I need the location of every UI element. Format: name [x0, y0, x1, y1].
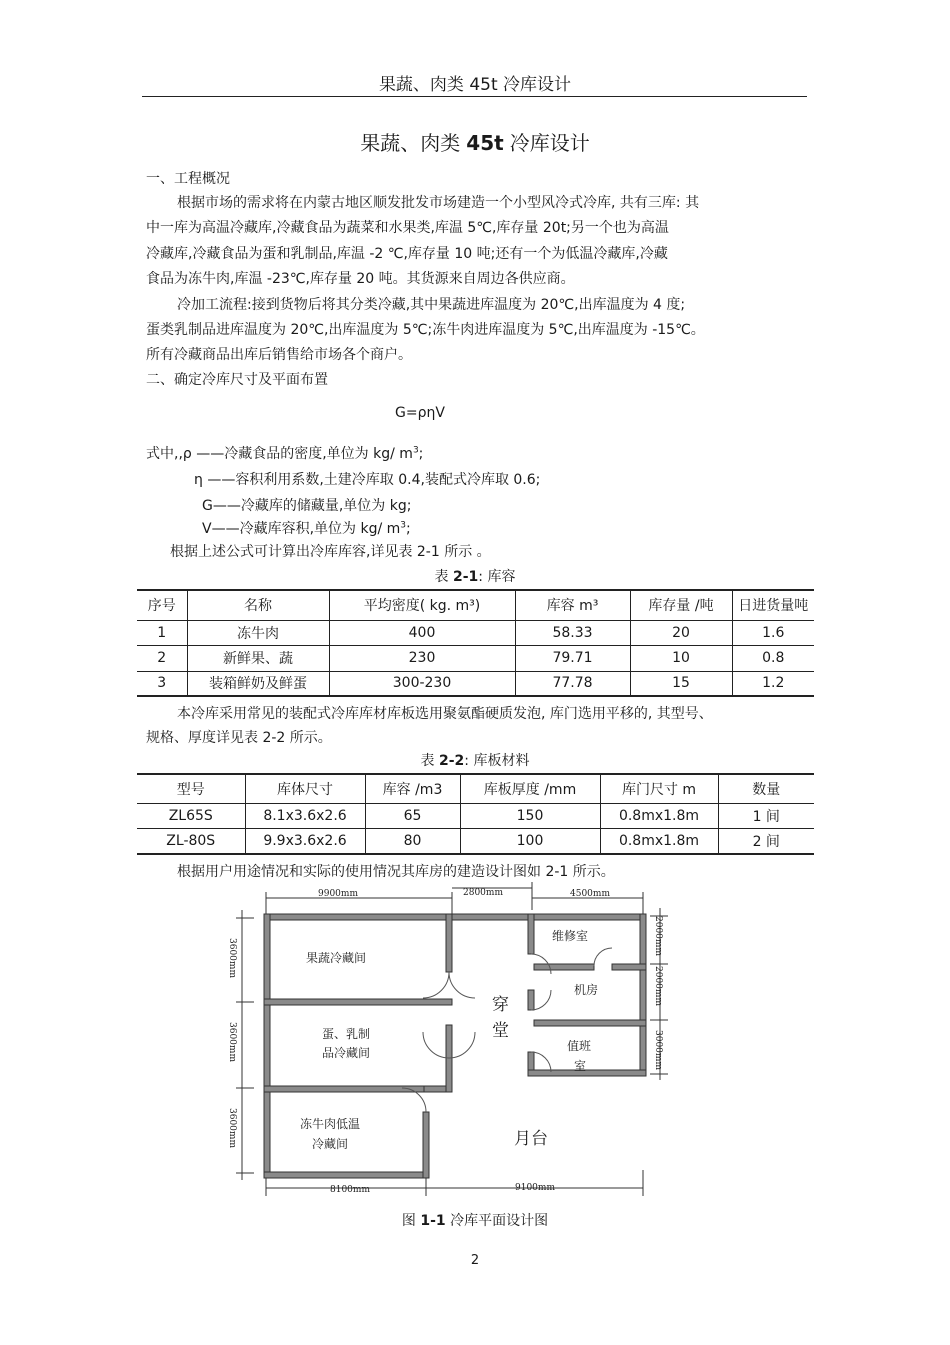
- table-cell: 3: [137, 671, 187, 696]
- table-panels: [137, 773, 814, 855]
- table-cell: 2: [137, 645, 187, 671]
- table-header-cell: 库容 m³: [515, 590, 630, 620]
- room-beef-line1: 冻牛肉低温: [300, 1117, 361, 1131]
- dim-bottom-left: 8100mm: [330, 1185, 370, 1195]
- paragraph-line: 根据上述公式可计算出冷库库容,详见表 2-1 所示 。: [170, 544, 491, 560]
- definition-rho: 式中,,ρ ——冷藏食品的密度,单位为 kg/ $m^3$;: [146, 445, 424, 462]
- header-rule: [142, 96, 807, 97]
- table-header-row: [137, 590, 814, 620]
- room-machine: 机房: [574, 983, 599, 997]
- table-header-row: [137, 774, 814, 803]
- room-repair: 维修室: [552, 929, 589, 943]
- floor-plan-diagram: [220, 880, 690, 1200]
- definition-v: V——冷藏库容积,单位为 kg/ $m^3$;: [202, 520, 411, 537]
- table-cell: 0.8mx1.8m: [600, 828, 718, 854]
- table-cell: ZL65S: [137, 803, 245, 828]
- room-fruit: 果蔬冷藏间: [306, 951, 367, 965]
- dim-right-2: 2000mm: [653, 966, 663, 1006]
- dim-right-3: 3000mm: [653, 1030, 663, 1070]
- table-header-cell: 库体尺寸: [245, 774, 365, 803]
- table-cell: 400: [329, 620, 515, 645]
- table-header-cell: 库容 /m3: [365, 774, 460, 803]
- dim-left-3: 3600mm: [227, 1108, 237, 1148]
- table-cell: 1: [137, 620, 187, 645]
- room-platform: 月台: [514, 1129, 548, 1149]
- table-cell: 80: [365, 828, 460, 854]
- room-corridor-line2: 堂: [492, 1021, 509, 1041]
- table-header-cell: 名称: [187, 590, 329, 620]
- dim-bottom-right: 9100mm: [515, 1183, 555, 1193]
- table-capacity: [137, 589, 814, 697]
- table-cell: 10: [630, 645, 732, 671]
- table-cell: ZL-80S: [137, 828, 245, 854]
- paragraph-line: 中一库为高温冷藏库,冷藏食品为蔬菜和水果类,库温 5℃,库存量 20t;另一个也为高温: [146, 220, 669, 236]
- table-cell: 2 间: [718, 828, 814, 854]
- table-cell: 1.2: [732, 671, 814, 696]
- dim-top-left: 9900mm: [318, 889, 358, 899]
- room-duty-line2: 室: [574, 1059, 587, 1073]
- table-cell: 230: [329, 645, 515, 671]
- table-cell: 300-230: [329, 671, 515, 696]
- running-header: 果蔬、肉类 45t 冷库设计: [378, 75, 572, 95]
- table-cell: 79.71: [515, 645, 630, 671]
- table-cell: 8.1x3.6x2.6: [245, 803, 365, 828]
- formula: G=ρηV: [395, 405, 445, 421]
- paragraph-line: 食品为冻牛肉,库温 -23℃,库存量 20 吨。其货源来自周边各供应商。: [146, 271, 575, 287]
- paragraph-line: 冷加工流程:接到货物后将其分类冷藏,其中果蔬进库温度为 20℃,出库温度为 4 度;: [177, 297, 686, 313]
- table-row: [137, 803, 814, 828]
- table-cell: 装箱鲜奶及鲜蛋: [187, 671, 329, 696]
- definition-eta: η ——容积利用系数,土建冷库取 0.4,装配式冷库取 0.6;: [194, 472, 541, 488]
- section-heading-2: 二、确定冷库尺寸及平面布置: [146, 372, 328, 388]
- paragraph-line: 根据市场的需求将在内蒙古地区顺发批发市场建造一个小型风冷式冷库, 共有三库: 其: [177, 195, 700, 211]
- table-cell: 1.6: [732, 620, 814, 645]
- paragraph-line: 冷藏库,冷藏食品为蛋和乳制品,库温 -2 ℃,库存量 10 吨;还有一个为低温冷藏库,冷藏: [146, 246, 668, 262]
- table-header-cell: 库板厚度 /mm: [460, 774, 600, 803]
- table-cell: 9.9x3.6x2.6: [245, 828, 365, 854]
- page-title: 果蔬、肉类 45t 冷库设计: [360, 131, 590, 155]
- table-header-cell: 日进货量吨: [732, 590, 814, 620]
- dim-top-right: 4500mm: [570, 889, 610, 899]
- table-header-cell: 库门尺寸 m: [600, 774, 718, 803]
- page-number: 2: [470, 1253, 480, 1268]
- table-cell: 1 间: [718, 803, 814, 828]
- table-cell: 0.8: [732, 645, 814, 671]
- table-cell: 150: [460, 803, 600, 828]
- dim-right-1: 2000mm: [653, 916, 663, 956]
- table-header-cell: 序号: [137, 590, 187, 620]
- table-row: [137, 645, 814, 671]
- definition-g: G——冷藏库的储藏量,单位为 kg;: [202, 498, 412, 514]
- table-cell: 冻牛肉: [187, 620, 329, 645]
- table-row: [137, 620, 814, 645]
- table-cell: 新鲜果、蔬: [187, 645, 329, 671]
- paragraph-line: 规格、厚度详见表 2-2 所示。: [146, 730, 332, 746]
- paragraph-line: 根据用户用途情况和实际的使用情况其库房的建造设计图如 2-1 所示。: [177, 864, 615, 880]
- table-cell: 20: [630, 620, 732, 645]
- table-header-cell: 型号: [137, 774, 245, 803]
- dim-left-1: 3600mm: [227, 938, 237, 978]
- table-cell: 65: [365, 803, 460, 828]
- paragraph-line: 蛋类乳制品进库温度为 20℃,出库温度为 5℃;冻牛肉进库温度为 5℃,出库温度为 -15℃。: [146, 322, 705, 338]
- table-cell: 0.8mx1.8m: [600, 803, 718, 828]
- room-egg-line1: 蛋、乳制: [322, 1027, 371, 1041]
- table-header-cell: 数量: [718, 774, 814, 803]
- room-egg-line2: 品冷藏间: [322, 1046, 371, 1060]
- room-beef-line2: 冷藏间: [312, 1137, 349, 1151]
- paragraph-line: 本冷库采用常见的装配式冷库库材库板选用聚氨酯硬质发泡, 库门选用平移的, 其型号、: [177, 706, 713, 722]
- table-header-cell: 库存量 /吨: [630, 590, 732, 620]
- table-cell: 15: [630, 671, 732, 696]
- table-cell: 58.33: [515, 620, 630, 645]
- paragraph-line: 所有冷藏商品出库后销售给市场各个商户。: [146, 347, 412, 363]
- table2-caption: 表 2-2: 库板材料: [420, 753, 530, 769]
- table-row: [137, 671, 814, 696]
- table-cell: 77.78: [515, 671, 630, 696]
- dim-top-mid: 2800mm: [463, 888, 503, 898]
- section-heading-1: 一、工程概况: [146, 171, 230, 187]
- room-duty-line1: 值班: [567, 1039, 592, 1053]
- dim-left-2: 3600mm: [227, 1022, 237, 1062]
- room-corridor-line1: 穿: [492, 995, 509, 1015]
- table1-caption: 表 2-1: 库容: [434, 569, 516, 585]
- figure-caption: 图 1-1 冷库平面设计图: [401, 1213, 549, 1229]
- table-row: [137, 828, 814, 854]
- table-cell: 100: [460, 828, 600, 854]
- table-header-cell: 平均密度( kg. m³): [329, 590, 515, 620]
